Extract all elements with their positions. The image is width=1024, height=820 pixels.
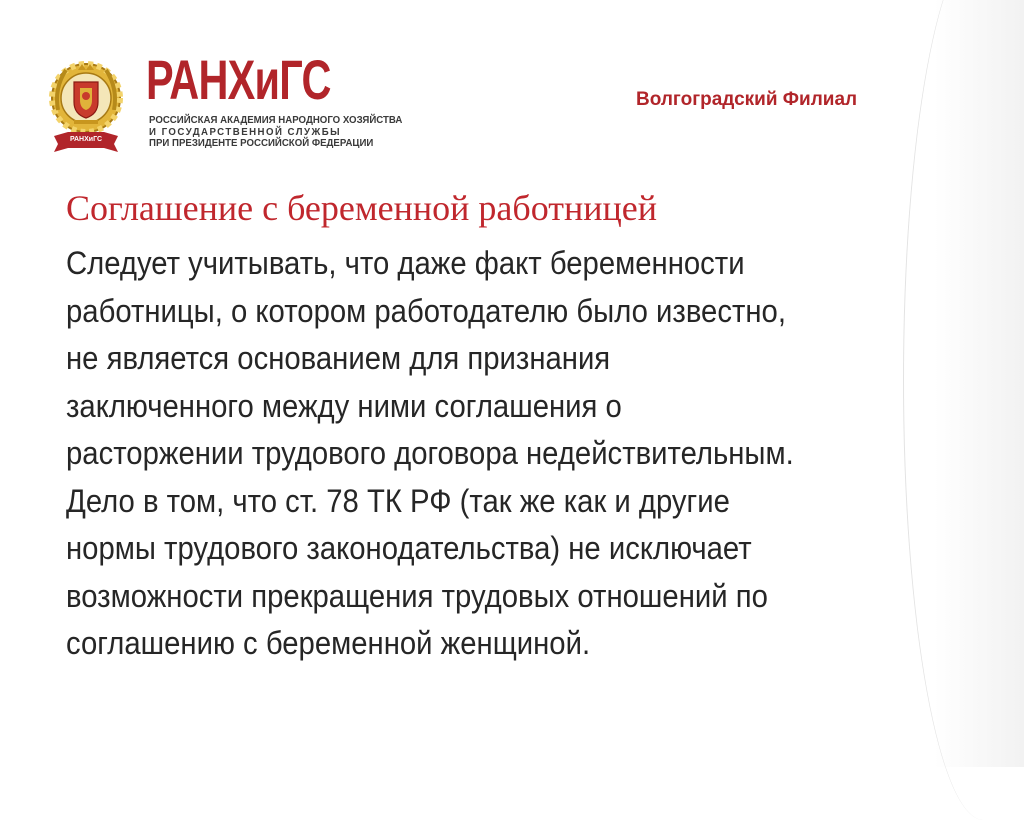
slide-body [66, 240, 908, 668]
academy-logo [146, 48, 403, 162]
logo-subtitle-line: И ГОСУДАРСТВЕННОЙ СЛУЖБЫ [149, 125, 342, 138]
body-line: возможности прекращения трудовых отношений по [66, 577, 768, 614]
body-line: не является основанием для признания [66, 340, 611, 376]
slide-heading: Соглашение с беременной работницей [66, 188, 658, 228]
logo-title: РАНХиГС [146, 48, 331, 111]
branch-name: Волгоградский Филиал [636, 89, 858, 110]
body-line: заключенного между ними соглашения о [66, 387, 622, 424]
body-line: нормы трудового законодательства) не исключает [66, 530, 752, 566]
slide-edge-curve [903, 0, 1024, 820]
body-line: расторжении трудового договора недействительным. [66, 435, 794, 471]
logo-subtitle-line: ПРИ ПРЕЗИДЕНТЕ РОССИЙСКОЙ ФЕДЕРАЦИИ [149, 137, 374, 149]
emblem-ribbon-text: РАНХиГС [69, 136, 103, 143]
logo-subtitle [149, 114, 403, 150]
academy-emblem-icon [44, 48, 128, 156]
logo-subtitle-line: РОССИЙСКАЯ АКАДЕМИЯ НАРОДНОГО ХОЗЯЙСТВА [149, 114, 403, 126]
body-line: Дело в том, что ст. 78 ТК РФ (так же как и другие [66, 482, 730, 519]
body-line: Следует учитывать, что даже факт беременности [66, 245, 745, 281]
body-line: соглашению с беременной женщиной. [66, 625, 591, 661]
body-line: работницы, о котором работодателю было известно, [66, 292, 786, 329]
